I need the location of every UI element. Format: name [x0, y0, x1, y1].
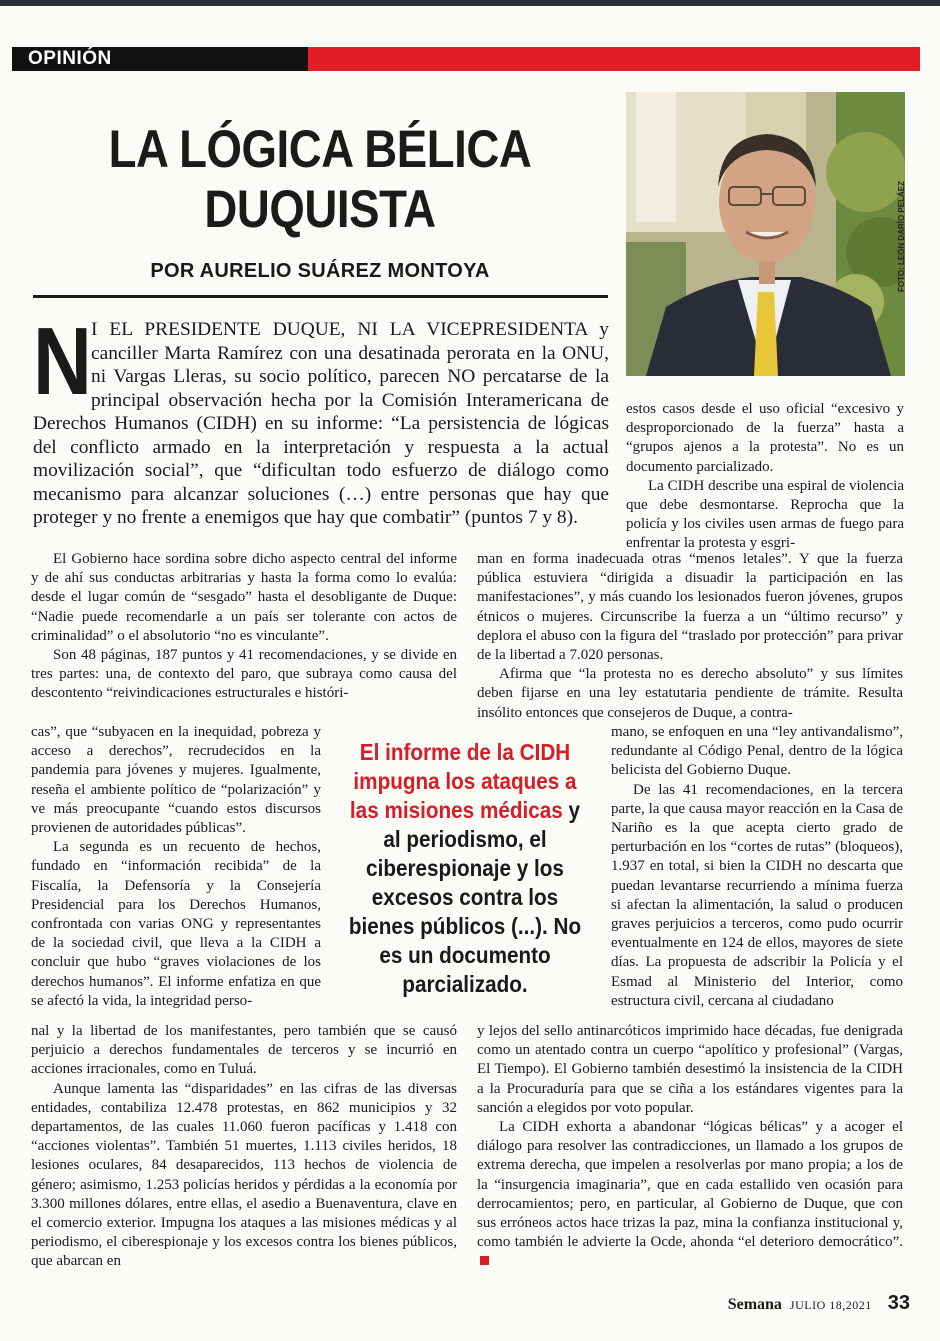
pull-quote: [330, 738, 600, 999]
photo-credit: FOTO: LEÓN DARÍO PELÁEZ: [897, 181, 906, 292]
pull-quote-black: y al periodismo, el ciberespionaje y los excesos contra los bienes públicos (...). No es un documento parcializado.: [348, 797, 582, 997]
byline: POR AURELIO SUÁREZ MONTOYA: [150, 260, 490, 282]
page-number: 33: [887, 1292, 910, 1314]
end-mark-icon: [480, 1256, 489, 1265]
pull-quote-red: El informe de la CIDH impugna los ataques a las misiones médicas: [349, 739, 577, 823]
article-title: [79, 120, 561, 240]
paragraph: Aunque lamenta las “disparidades” en las cifras de las diversas entidades, contabiliza 12.478 protestas, en 862 municipios y 32 departamentos, de las cuales 11.060 fueron pacíficas y 1.418 con “acciones violentas”. También 51 muertes, 1.113 civiles heridos, 18 lesiones oculares, 84 desaparecidos, 113 hechos de violencia de género; asimismo, 1.253 policías heridos y pérdidas a la economía por 3.300 millones dólares, entre ellas, el asedio a Buenaventura, clave en el comercio exterior. Impugna los ataques a las misiones médicas y al periodismo, el ciberespionaje y los excesos contra los bienes públicos, que abarcan en: [31, 1080, 457, 1270]
title-rule: [33, 295, 608, 298]
right-column-upper: [477, 550, 903, 723]
lead-text: I EL PRESIDENTE DUQUE, NI LA VICEPRESIDENTA y canciller Marta Ramírez con una desatinada perorata en la ONU, ni Vargas Lleras, su socio político, parecen NO percatarse de la principal observación hecha por la Comisión Interamericana de Derechos Humanos (CIDH) en su informe: “La persistencia de lógicas del conflicto armado en la interpretación y respuesta a la actual movilización social”, que “dificultan todo esfuerzo de diálogo como mecanismo para alcanzar soluciones (…) entre personas que hay que proteger y no frente a enemigos que hay que combatir” (puntos 7 y 8).: [33, 319, 609, 528]
paragraph: La CIDH describe una espiral de violencia que debe desmontarse. Reprocha que la policía y los civiles usen armas de fuego para enfrentar la protesta y esgri-: [626, 477, 904, 552]
left-column-narrow: [31, 723, 321, 1011]
section-label: OPINIÓN: [28, 48, 112, 69]
paragraph: man en forma inadecuada otras “menos letales”. Y que la fuerza pública estuviera “dirigida a disuadir la participación en las manifestaciones”, y más cuando los lesionados fueron jóvenes, grupos étnicos o mujeres. Circunscribe la fuerza a un “último recurso” y deplora el abuso con la figura del “traslado por protección” para privar de la libertad a 7.020 personas.: [477, 551, 903, 664]
paragraph: y lejos del sello antinarcóticos imprimido hace décadas, fue denigrada como un atentado contra un cuerpo “apolítico y profesional” (Vargas, El Tiempo). El Gobierno también desestimó la insistencia de la CIDH a la Procuraduría para que se ciña a los estándares vigentes para la sanción a elegidos por voto popular.: [477, 1023, 903, 1116]
paragraph: nal y la libertad de los manifestantes, pero también que se causó perjuicio a derechos fundamentales de terceros y se incurrió en acciones irracionales, como en Tuluá.: [31, 1023, 457, 1078]
paragraph: Son 48 páginas, 187 puntos y 41 recomendaciones, y se divide en tres partes: una, de contexto del paro, que subraya como causa del descontento “reivindicaciones estructurales e históri-: [31, 647, 457, 702]
footer-magazine: Semana: [727, 1296, 782, 1313]
title-line-2: DUQUISTA: [204, 180, 436, 239]
paragraph: Afirma que “la protesta no es derecho absoluto” y sus límites deben fijarse en una ley estatutaria pendiente de trámite. Resulta insólito entonces que consejeros de Duque, a contra-: [477, 666, 903, 721]
right-column-top: [626, 400, 904, 554]
paragraph: La segunda es un recuento de hechos, fundado en “información recibida” de la Fiscalía, la Defensoría y la Consejería Presidencial para los Derechos Humanos, confrontada con varias ONG y representantes de la sociedad civil, que lleva a la CIDH a concluir que hubo “graves violaciones de los derechos humanos”. El informe enfatiza en que se afectó la vida, la integridad perso-: [31, 839, 321, 1009]
paragraph: mano, se enfoquen en una “ley antivandalismo”, redundante al Código Penal, dentro de la lógica belicista del Gobierno Duque.: [611, 724, 903, 779]
lead-paragraph: [33, 308, 609, 530]
portrait-illustration: [626, 92, 905, 376]
section-header-bar: [12, 47, 920, 71]
left-column-upper: [31, 550, 457, 704]
page-footer: [728, 1292, 910, 1315]
paragraph: cas”, que “subyacen en la inequidad, pobreza y acceso a derechos”, recrudecidos en la pandemia para jóvenes y mujeres. Igualmente, reseña el ambiente político de “polarización” y ve más preocupante “cuando estos discursos provienen de autoridades públicas”.: [31, 724, 321, 837]
right-column-bottom: [477, 1022, 903, 1272]
author-photo: [626, 92, 905, 376]
paragraph: [477, 1118, 903, 1272]
right-column-narrow: [611, 723, 903, 1011]
top-edge-bar: [0, 0, 940, 6]
drop-cap: N: [33, 308, 92, 415]
paragraph-text: La CIDH exhorta a abandonar “lógicas bélicas” y a acoger el diálogo para resolver las contradicciones, un llamado a los grupos de extrema derecha, que impelen a resolverlas por mano propia; a los de la “insurgencia imaginaria”, que en cada estallido ven ocasión para derrocamientos; pero, en particular, al Gobierno de Duque, que con sus erróneos actos hace trizas la paz, mina la confianza institucional y, como también le advierte la Ocde, ahonda “el deterioro democrático”.: [477, 1119, 903, 1251]
footer-date: JULIO 18,2021: [789, 1298, 872, 1312]
left-column-bottom: [31, 1022, 457, 1272]
title-line-1: LA LÓGICA BÉLICA: [108, 120, 532, 179]
paragraph: El Gobierno hace sordina sobre dicho aspecto central del informe y de ahí sus conductas arbitrarias y hasta la forma como lo evalúa: desde el lugar común de “sesgado” hasta el desobligante de Duque: “Nadie puede recomendarle a un país ser tolerante con actos de criminalidad” o el absolutorio “no es vinculante”.: [31, 551, 457, 644]
paragraph: De las 41 recomendaciones, en la tercera parte, la que causa mayor reacción en la Casa de Nariño es la que acepta cierto grado de perturbación en los “cortes de rutas” (bloqueos), 1.937 en total, si bien la CIDH no descarta que puedan levantarse recurriendo a mínima fuerza si afectan la alimentación, la salud o producen graves perjuicios a terceros, como pudo ocurrir eventualmente en 124 de ellos, mayores de siete días. La propuesta de adscribir la Policía y el Esmad al Ministerio del Interior, como estructura civil, cercana al ciudadano: [611, 781, 903, 1009]
paragraph: estos casos desde el uso oficial “excesivo y desproporcionado de la fuerza” hasta a “grupos ajenos a la protesta”. No es un documento parcializado.: [626, 401, 904, 475]
